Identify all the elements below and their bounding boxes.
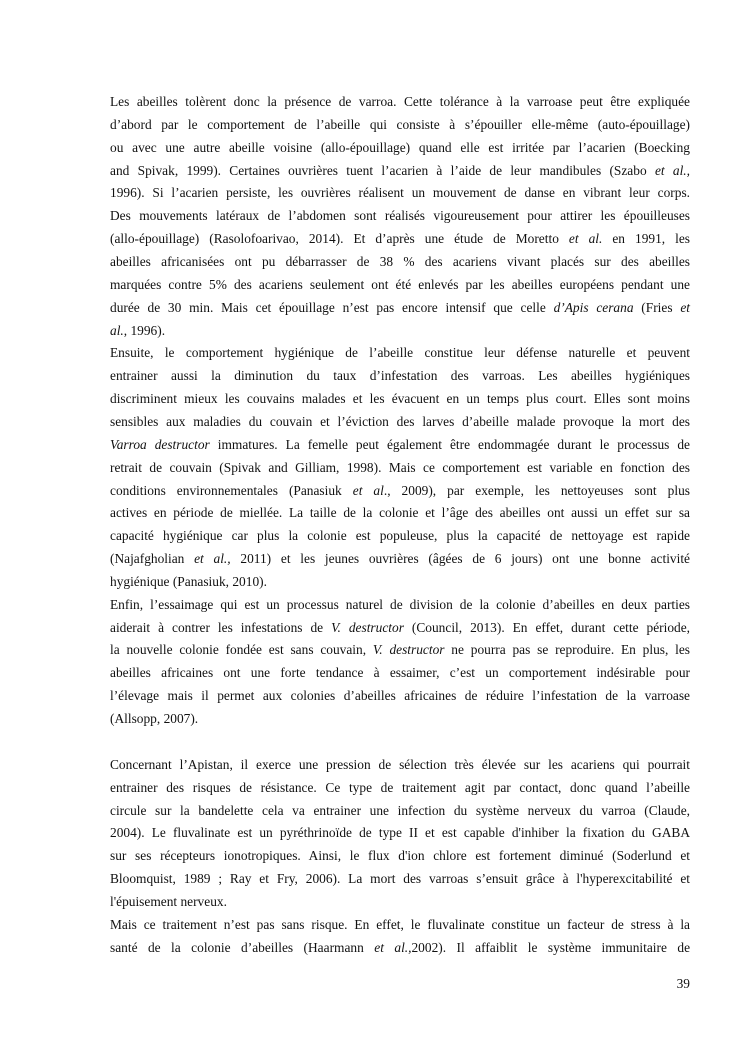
text-line [110, 366, 690, 385]
italic-text: et al. [568, 231, 603, 247]
text-line [110, 526, 690, 545]
text-run: Des mouvements latéraux de l’abdomen sont réalisés vigoureusement pour attirer les épouilleuses [110, 208, 690, 224]
text-run: abeilles africanisées ont pu débarrasser de 38 % des acariens vivant placés sur des abeilles [110, 254, 690, 269]
text-line [110, 938, 690, 957]
text-run: Bloomquist, 1989 ; Ray et Fry, 2006). La mort des varroas s’ensuit grâce à l'hyperexcitabilité et [110, 871, 690, 887]
text-run: ou avec une autre abeille voisine (allo-épouillage) quand elle est irritée par l’acarien (Boecking [110, 139, 690, 155]
text-line [110, 892, 690, 911]
text-line [110, 161, 690, 180]
text-line [110, 618, 690, 637]
text-run: abeilles africaines ont une forte tendance à essaimer, c’est un comportement indésirable pour [110, 665, 690, 681]
text-run: and Spivak, 1999). Certaines ouvrières tuent l’acarien à l’aide de leur mandibules (Szabo [110, 162, 655, 178]
text-line [110, 458, 690, 477]
text-run: circule sur la bandelette cela va entrainer une infection du système nerveux du varroa (Claude, [110, 802, 690, 818]
text-line [110, 115, 690, 134]
text-line [110, 503, 690, 522]
text-run: ne pourra pas se reproduire. En plus, les [444, 642, 690, 658]
italic-text: et [680, 299, 691, 315]
text-run: en 1991, les [602, 231, 691, 247]
text-line [110, 778, 690, 797]
text-run: (Najafgholian [110, 551, 195, 566]
text-line [110, 663, 690, 682]
italic-text: V. destructor [331, 619, 404, 635]
text-line [110, 915, 690, 934]
text-run: Les abeilles tolèrent donc la présence de varroa. Cette tolérance à la varroase peut être expliquée [110, 94, 690, 109]
text-run: santé de la colonie d’abeilles (Haarmann [110, 939, 375, 955]
text-line [110, 572, 690, 591]
italic-text: d’Apis cerana [553, 299, 634, 315]
text-line [110, 275, 690, 294]
text-run: marquées contre 5% des acariens seulement ont été enlevés par les abeilles européens pendant une [110, 276, 690, 292]
text-run: 2004). Le fluvalinate est un pyréthrinoïde de type II et est capable d'inhiber la fixation du GABA [110, 825, 690, 841]
text-line [110, 92, 690, 111]
text-run: hygiénique (Panasiuk, 2010). [110, 573, 267, 589]
text-run: sur ses récepteurs ionotropiques. Ainsi, le flux d'ion chlore est fortement diminué (Soderlund et [110, 848, 690, 864]
text-line [110, 321, 690, 340]
text-run: aiderait à contrer les infestations de [110, 619, 332, 635]
text-run: d’abord par le comportement de l’abeille qui consiste à s’épouiller elle-même (auto-épouillage) [110, 116, 690, 132]
text-run: Concernant l’Apistan, il exerce une pression de sélection très élevée sur les acariens qui pourrait [110, 756, 690, 772]
text-line [110, 801, 690, 820]
text-run: Enfin, l’essaimage qui est un processus naturel de division de la colonie d’abeilles en deux parties [110, 596, 690, 612]
text-run: Mais ce traitement n’est pas sans risque. En effet, le fluvalinate constitue un facteur de stress à la [110, 916, 690, 932]
text-run: actives en période de miellée. La taille de la colonie et l’âge des abeilles ont aussi un effet sur sa [110, 505, 690, 521]
text-run: (Allsopp, 2007). [110, 711, 199, 726]
text-line [110, 412, 690, 431]
text-run: entrainer des risques de résistance. Ce type de traitement agit par contact, donc quand l’abeille [110, 779, 690, 795]
text-run: sensibles aux maladies du couvain et l’éviction des larves d’abeille malade provoque la mort des [110, 413, 690, 429]
text-line [110, 298, 690, 317]
text-line [110, 846, 690, 865]
text-line [110, 686, 690, 705]
text-line [110, 183, 690, 202]
text-line [110, 823, 690, 842]
italic-text: et al., [654, 162, 690, 178]
text-run: capacité hygiénique car plus la colonie est populeuse, plus la capacité de nettoyage est rapide [110, 528, 690, 544]
text-line [110, 343, 690, 362]
text-line [110, 229, 690, 248]
text-run: durée de 30 min. Mais cet épouillage n’est pas encore intensif que celle [110, 299, 554, 315]
text-line [110, 435, 690, 454]
text-line [110, 595, 690, 614]
text-run: , 1996). [123, 322, 166, 338]
italic-text: et al., [374, 939, 412, 955]
text-run: (Council, 2013). En effet, durant cette période, [403, 619, 691, 635]
text-run: l’élevage mais il permet aux colonies d’abeilles africaines de réduire l’infestation de la varroase [110, 688, 690, 704]
text-line [110, 252, 690, 271]
text-run: conditions environnementales (Panasiuk [110, 482, 353, 498]
text-run: 1996). Si l’acarien persiste, les ouvrières réalisent un mouvement de danse en vibrant leur corps. [110, 185, 690, 201]
text-line [110, 389, 690, 408]
text-line [110, 869, 690, 888]
text-run: entrainer aussi la diminution du taux d’infestation des varroas. Les abeilles hygiéniques [110, 368, 690, 384]
text-run: l'épuisement nerveux. [110, 893, 227, 909]
italic-text: V. destructor [372, 642, 445, 658]
text-run: 2002). Il affaiblit le système immunitaire de [411, 939, 691, 955]
text-line [110, 549, 690, 568]
text-line [110, 709, 690, 728]
italic-text: et al., [194, 551, 231, 566]
text-run: retrait de couvain (Spivak and Gilliam, 1998). Mais ce comportement est variable en fonction des [110, 459, 690, 475]
text-run: la nouvelle colonie fondée est sans couvain, [110, 642, 373, 658]
text-line [110, 481, 690, 500]
text-run: immatures. La femelle peut également être endommagée durant le processus de [209, 436, 690, 452]
text-line [110, 640, 690, 659]
text-run: 2011) et les jeunes ouvrières (âgées de 6 jours) ont une bonne activité [230, 551, 690, 566]
page-number: 39 [676, 976, 690, 991]
italic-text: Varroa destructor [110, 436, 210, 452]
italic-text: al. [110, 322, 124, 338]
text-run: discriminent mieux les couvains malades et les évacuent en un temps plus court. Elles sont moins [110, 391, 690, 407]
italic-text: et al [352, 482, 384, 498]
text-run: Ensuite, le comportement hygiénique de l’abeille constitue leur défense naturelle et peuvent [110, 345, 690, 361]
text-line [110, 755, 690, 774]
text-line [110, 206, 690, 225]
text-run: ., 2009), par exemple, les nettoyeuses sont plus [383, 482, 690, 498]
text-line [110, 138, 690, 157]
text-run: (Fries [633, 299, 681, 315]
text-run: (allo-épouillage) (Rasolofoarivao, 2014). Et d’après une étude de Moretto [110, 231, 569, 247]
